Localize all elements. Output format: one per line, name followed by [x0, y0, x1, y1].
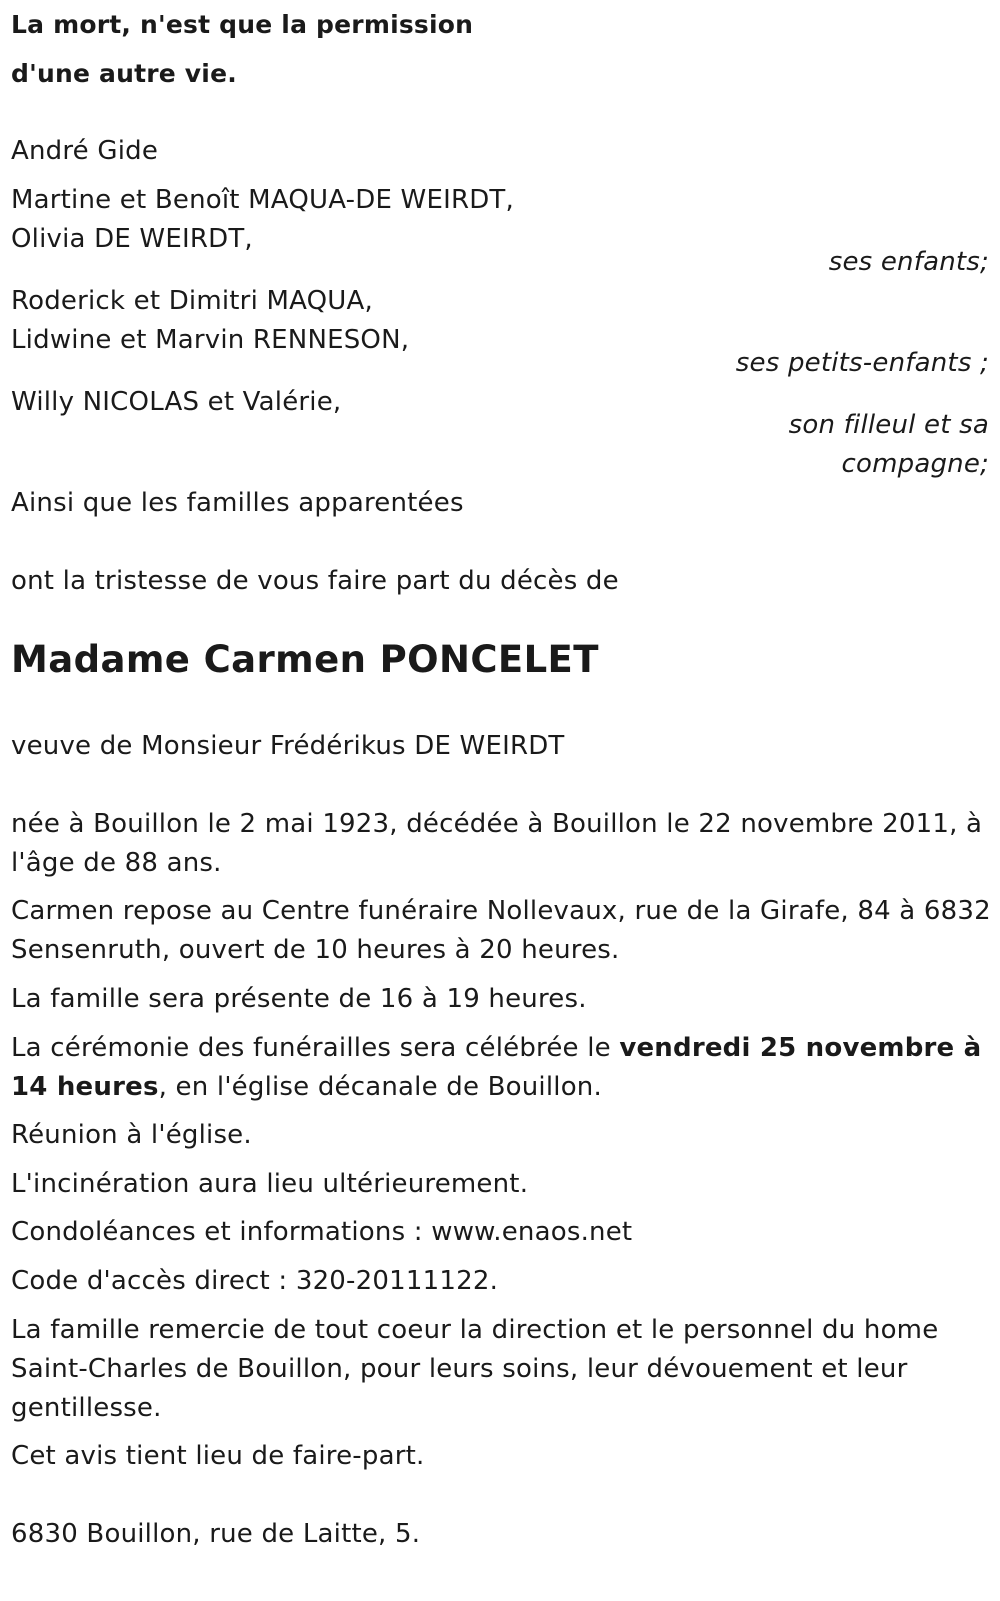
ceremony-line-2 [11, 1068, 602, 1107]
ceremony-date: vendredi 25 novembre à [619, 1033, 982, 1063]
quote-line-2: d'une autre vie. [11, 59, 237, 88]
thanks-line-2: Saint-Charles de Bouillon, pour leurs soins, leur dévouement et leur [11, 1354, 908, 1384]
grandchildren-line-1: Roderick et Dimitri MAQUA, [11, 286, 373, 316]
ceremony-line-1 [11, 1029, 981, 1068]
birth-death-line-2: l'âge de 88 ans. [11, 848, 222, 878]
godson-line: Willy NICOLAS et Valérie, [11, 387, 342, 417]
godson-role-line-2: compagne; [841, 449, 989, 479]
grandchildren-role: ses petits-enfants ; [735, 348, 989, 378]
quote-line-1: La mort, n'est que la permission [11, 10, 474, 39]
deceased-name: Madame Carmen PONCELET [11, 638, 599, 681]
quote-author: André Gide [11, 136, 159, 166]
family-presence-line: La famille sera présente de 16 à 19 heures. [11, 984, 587, 1014]
children-line-2: Olivia DE WEIRDT, [11, 224, 253, 254]
rest-place-line-1: Carmen repose au Centre funéraire Nollevaux, rue de la Girafe, 84 à 6832 [11, 896, 991, 926]
meeting-line: Réunion à l'église. [11, 1120, 252, 1150]
godson-role-line-1: son filleul et sa [788, 410, 989, 440]
address-line: 6830 Bouillon, rue de Laitte, 5. [11, 1519, 421, 1549]
rest-place-line-2: Sensenruth, ouvert de 10 heures à 20 heures. [11, 935, 620, 965]
relatives-line: Ainsi que les familles apparentées [11, 488, 464, 518]
cremation-line: L'incinération aura lieu ultérieurement. [11, 1169, 529, 1199]
announcement-text: ont la tristesse de vous faire part du décès de [11, 566, 619, 596]
widow-of-line: veuve de Monsieur Frédérikus DE WEIRDT [11, 731, 565, 761]
notice-line: Cet avis tient lieu de faire-part. [11, 1441, 425, 1471]
children-line-1: Martine et Benoît MAQUA-DE WEIRDT, [11, 185, 514, 215]
thanks-line-3: gentillesse. [11, 1393, 162, 1423]
ceremony-prefix: La cérémonie des funérailles sera célébrée le [11, 1033, 620, 1063]
ceremony-suffix: , en l'église décanale de Bouillon. [158, 1072, 602, 1102]
access-code-line: Code d'accès direct : 320-20111122. [11, 1266, 499, 1296]
condolences-line: Condoléances et informations : www.enaos.net [11, 1217, 633, 1247]
thanks-line-1: La famille remercie de tout coeur la direction et le personnel du home [11, 1315, 939, 1345]
children-role: ses enfants; [828, 247, 989, 277]
grandchildren-line-2: Lidwine et Marvin RENNESON, [11, 325, 410, 355]
ceremony-time: 14 heures [11, 1072, 159, 1102]
birth-death-line-1: née à Bouillon le 2 mai 1923, décédée à Bouillon le 22 novembre 2011, à [11, 809, 983, 839]
